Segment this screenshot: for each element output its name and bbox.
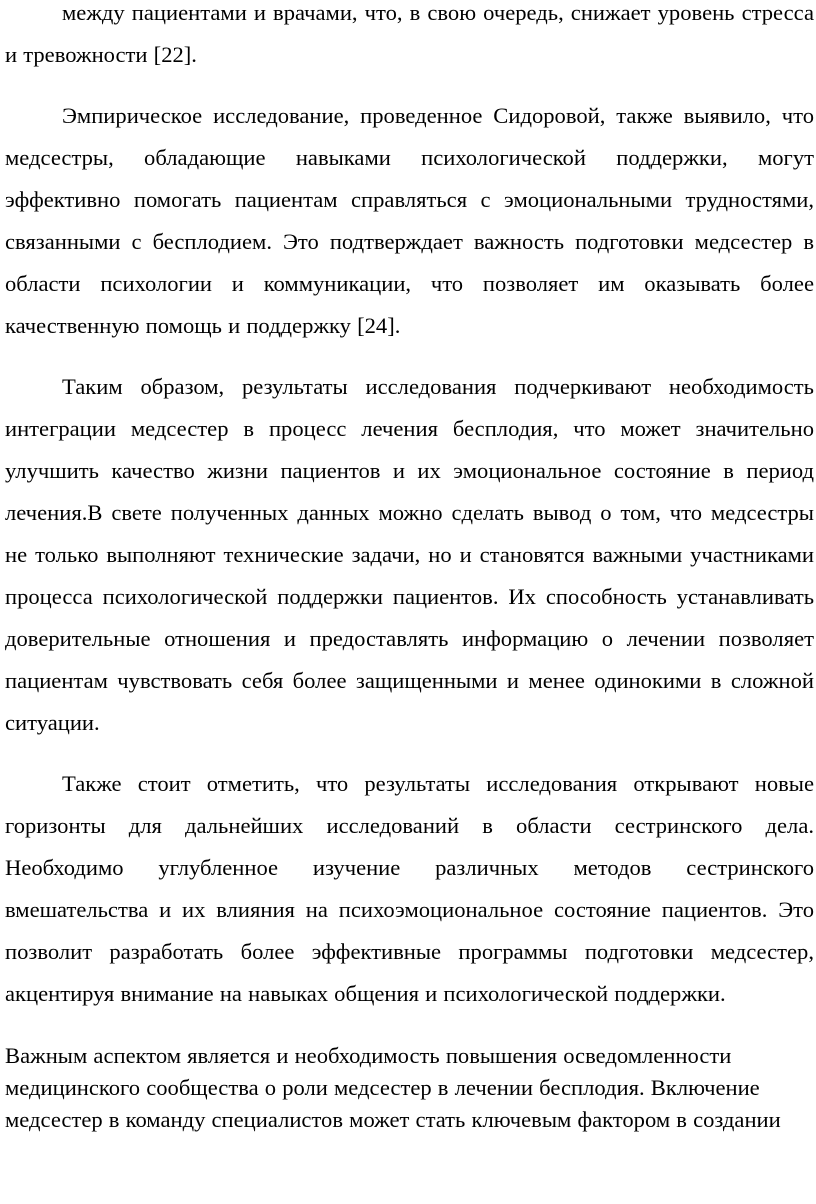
paragraph-future-research: Также стоит отметить, что результаты исследования открывают новые горизонты для дальнейших исследований в области сестринского дела. Необходимо углубленное изучение различных методов сестринского вмешательства и их влияния на психоэмоциональное состояние пациентов. Это позволит разработать более эффективные программы подготовки медсестер, акцентируя внимание на навыках общения и психологической поддержки.	[5, 771, 814, 1006]
paragraph-conclusions: Таким образом, результаты исследования подчеркивают необходимость интеграции медсестер в процесс лечения бесплодия, что может значительно улучшить качество жизни пациентов и их эмоциональное состояние в период лечения.В свете полученных данных можно сделать вывод о том, что медсестры не только выполняют технические задачи, но и становятся важными участниками процесса психологической поддержки пациентов. Их способность устанавливать доверительные отношения и предоставлять информацию о лечении позволяет пациентам чувствовать себя более защищенными и менее одинокими в сложной ситуации.	[5, 374, 814, 735]
paragraph-continuation: между пациентами и врачами, что, в свою очередь, снижает уровень стресса и тревожности [22].	[5, 0, 814, 67]
paragraph-awareness: Важным аспектом является и необходимость повышения осведомленности медицинского сообщества о роли медсестер в лечении бесплодия. Включение медсестер в команду специалистов может стать ключевым фактором в создании	[5, 1043, 781, 1132]
paragraph-empirical-study: Эмпирическое исследование, проведенное Сидоровой, также выявило, что медсестры, обладающие навыками психологической поддержки, могут эффективно помогать пациентам справляться с эмоциональными трудностями, связанными с бесплодием. Это подтверждает важность подготовки медсестер в области психологии и коммуникации, что позволяет им оказывать более качественную помощь и поддержку [24].	[5, 103, 814, 338]
